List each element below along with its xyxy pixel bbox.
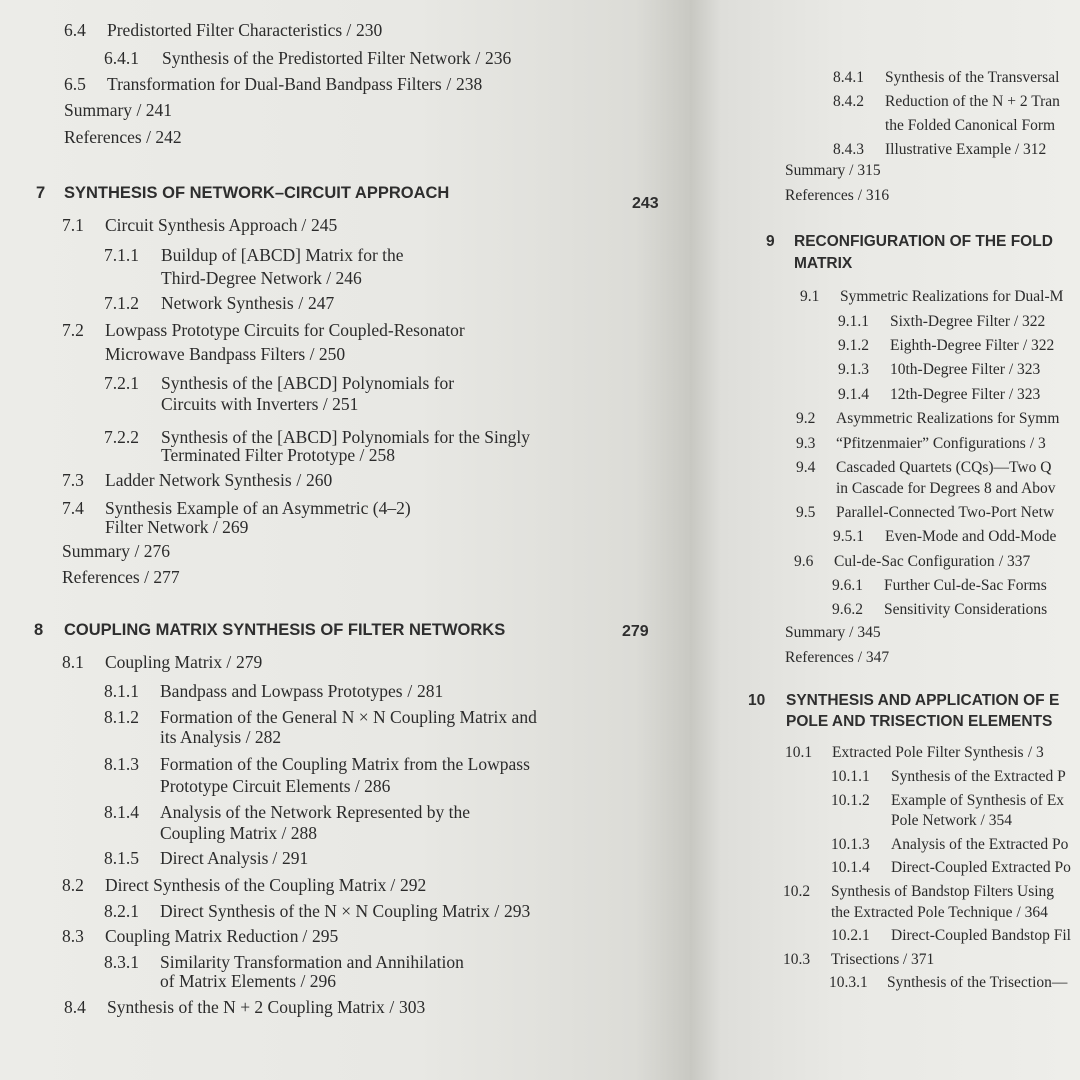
page-number: 345 — [857, 624, 881, 641]
section-title: Synthesis of the Trisection— — [887, 974, 1068, 991]
toc-entry-the-folded-canonical-form — [885, 116, 1055, 136]
page-number: 322 — [1022, 313, 1046, 330]
page-number: 323 — [1017, 386, 1041, 403]
chapter-page-number: 279 — [622, 623, 649, 640]
section-number: 7.4 — [62, 498, 84, 518]
section-title: Lowpass Prototype Circuits for Coupled-Resonator — [105, 320, 465, 340]
section-title: Circuit Synthesis Approach — [105, 215, 298, 235]
section-number: 8.4.3 — [833, 141, 864, 158]
page-number: 242 — [155, 127, 182, 147]
section-title: References — [64, 127, 142, 147]
section-number: 9.1.2 — [838, 337, 869, 354]
section-title: Synthesis of Bandstop Filters Using — [831, 883, 1055, 900]
section-title: the Extracted Pole Technique — [831, 904, 1013, 921]
page-number: 303 — [399, 997, 426, 1017]
section-number: 8.2 — [62, 875, 84, 895]
page-number: 245 — [311, 215, 338, 235]
section-number: 9.1.1 — [838, 313, 869, 330]
section-number: 6.4 — [64, 20, 86, 40]
section-title: Extracted Pole Filter Synthesis — [832, 744, 1024, 761]
section-number: 7.1.1 — [104, 245, 139, 265]
section-title: Formation of the General N × N Coupling Matrix and — [160, 707, 537, 727]
toc-entry-microwave-bandpass-filters: Microwave Bandpass Filters / 250 — [105, 344, 346, 364]
section-number: 7.2.1 — [104, 373, 139, 393]
page-number: 250 — [318, 344, 346, 364]
section-title: Even-Mode and Odd-Mode — [885, 528, 1057, 545]
section-title: Coupling Matrix Reduction — [105, 926, 299, 946]
page-number: 296 — [309, 971, 336, 991]
section-title: in Cascade for Degrees 8 and Abov — [836, 480, 1056, 497]
chapter-page-number: 243 — [632, 195, 659, 212]
section-title: Buildup of [ABCD] Matrix for the — [161, 245, 404, 265]
section-number: 9.1.4 — [838, 386, 869, 403]
toc-entry-summary: Summary / 241 — [64, 100, 172, 120]
section-number: 9.6.1 — [832, 577, 863, 594]
chapter-number: 8 — [34, 621, 44, 639]
section-title: Sensitivity Considerations — [884, 601, 1048, 618]
page-number: 354 — [988, 812, 1012, 829]
section-number: 8.1.1 — [104, 681, 139, 701]
section-title: Predistorted Filter Characteristics — [107, 20, 343, 40]
section-title: Parallel-Connected Two-Port Netw — [836, 504, 1055, 521]
section-number: 9.6.2 — [832, 601, 863, 618]
section-number: 10.1.3 — [831, 836, 870, 853]
left-page: 6.4 Predistorted Filter Characteristics / 230 6.4.1 Synthesis of the Predistorted Filter Network / 236 6.5 Transformation for Dual-Band Bandpass Filters / 238 Summary / 241 References / 242 7.1 Circuit Synthesis Approach / 245 7.1.1 Buildup of [ABCD] Matrix for the Third-Degree Network / 246 7.1.2 Network Synthesis / 247 7.2 Lowpass Prototype Circuits for Coupled-Resonator Microwave Bandpass Filters / 250 7.2.1 Synthesis of the [ABCD] Polynomials for Circuits with Inverters / 251 7.2.2 Synthesis of the [ABCD] Polynomials for the Singly Terminated Filter Prototype / 258 7.3 Ladder Network Synthesis / 260 7.4 Synthesis Example of an Asymmetric (4–2) Filter Network / 269 Summary / 276 References / 277 8.1 Coupling Matrix / 279 8.1.1 Bandpass and Lowpass Prototypes / 281 8.1.2 Formation of the General N × N Coupling Matrix and its Analysis / 282 8.1.3 Formation of the Coupling Matrix from the Lowpass Prototype Circuit Elements / 286 8.1.4 Analysis of the Network Represented by the Coupling Matrix / 288 8.1.5 Direct Analysis / 291 8.2 Direct Synthesis of the Coupling Matrix / 292 8.2.1 Direct Synthesis of the N × N Coupling Matrix / 293 8.3 Coupling Matrix Reduction / 295 8.3.1 Similarity Transformation and Annihilation of Matrix Elements / 296 8.4 Synthesis of the N + 2 Coupling Matrix / 303 7 SYNTHESIS OF NETWORK–CIRCUIT APPROACH 243 8 COUPLING MATRIX SYNTHESIS OF FILTER NETWORKS 279 — [0, 0, 690, 1080]
section-title: Formation of the Coupling Matrix from the Lowpass — [160, 754, 530, 774]
section-number: 8.1.5 — [104, 848, 139, 868]
section-title: Sixth-Degree Filter — [890, 313, 1011, 330]
section-title: 10th-Degree Filter — [890, 361, 1005, 378]
section-title: Direct Analysis — [160, 848, 269, 868]
section-title: Synthesis of the Transversal — [885, 69, 1060, 86]
section-number: 8.2.1 — [104, 901, 139, 921]
toc-entry-pole-network: Pole Network / 354 — [891, 812, 1012, 829]
section-title: Cul-de-Sac Configuration — [834, 553, 995, 570]
toc-entry-references: References / 242 — [64, 127, 182, 147]
section-title: Coupling Matrix — [160, 823, 278, 843]
section-title: References — [785, 187, 854, 204]
section-title: Direct-Coupled Bandstop Fil — [891, 927, 1071, 944]
page-number: 293 — [504, 901, 531, 921]
section-number: 9.6 — [794, 553, 814, 570]
section-title: Synthesis of the [ABCD] Polynomials for the Singly — [161, 427, 530, 447]
toc-entry-circuits-with-inverters: Circuits with Inverters / 251 — [161, 394, 359, 414]
page-number: 279 — [236, 652, 263, 672]
chapter-number: 7 — [36, 184, 46, 202]
toc-entry-its-analysis: its Analysis / 282 — [160, 727, 282, 747]
page-number: 247 — [308, 293, 335, 313]
page-number: 322 — [1031, 337, 1055, 354]
chapter-title: SYNTHESIS AND APPLICATION OF E — [786, 692, 1060, 709]
page-number: 3 — [1036, 744, 1044, 761]
section-title: Synthesis of the [ABCD] Polynomials for — [161, 373, 455, 393]
toc-entry-summary: Summary / 345 — [785, 624, 881, 641]
section-number: 9.5 — [796, 504, 816, 521]
section-number: 7.2 — [62, 320, 84, 340]
section-title: Example of Synthesis of Ex — [891, 792, 1065, 809]
section-number: 10.2.1 — [831, 927, 870, 944]
page-number: 347 — [865, 649, 890, 666]
section-title: Direct-Coupled Extracted Po — [891, 859, 1071, 876]
section-number: 8.1.4 — [104, 802, 139, 822]
page-number: 291 — [282, 848, 309, 868]
section-title: Terminated Filter Prototype — [161, 445, 356, 465]
section-number: 10.1.1 — [831, 768, 870, 785]
section-title: Analysis of the Extracted Po — [891, 836, 1069, 853]
section-number: 10.2 — [783, 883, 811, 900]
section-title: 12th-Degree Filter — [890, 386, 1005, 403]
section-title: Trisections — [831, 951, 900, 968]
section-number: 8.4.1 — [833, 69, 864, 86]
page-number: 241 — [145, 100, 172, 120]
page-number: 3 — [1038, 435, 1046, 452]
toc-entry-references: References / 277 — [62, 567, 180, 587]
page-number: 276 — [143, 541, 170, 561]
section-title: Symmetric Realizations for Dual-M — [840, 288, 1064, 305]
section-title: Pole Network — [891, 812, 977, 829]
page-number: 295 — [312, 926, 339, 946]
section-number: 10.1.2 — [831, 792, 870, 809]
section-title: Summary — [64, 100, 133, 120]
section-title: Cascaded Quartets (CQs)—Two Q — [836, 459, 1052, 476]
section-title: Prototype Circuit Elements — [160, 776, 351, 796]
page-number: 286 — [364, 776, 391, 796]
section-number: 7.1 — [62, 215, 84, 235]
toc-entry-references: References / 316 — [785, 187, 890, 204]
section-title: Summary — [785, 624, 846, 641]
page-number: 288 — [290, 823, 318, 843]
section-title: Synthesis of the Extracted P — [891, 768, 1066, 785]
toc-entry-terminated-filter-prototype: Terminated Filter Prototype / 258 — [161, 445, 396, 465]
toc-entry-third-degree-network: Third-Degree Network / 246 — [161, 268, 362, 288]
page-number: 371 — [911, 951, 935, 968]
page-number: 337 — [1007, 553, 1031, 570]
toc-entry-summary: Summary / 315 — [785, 162, 881, 179]
section-title: References — [785, 649, 854, 666]
section-title: Asymmetric Realizations for Symm — [836, 410, 1060, 427]
section-title: References — [62, 567, 140, 587]
section-number: 10.1 — [785, 744, 813, 761]
section-number: 9.1 — [800, 288, 820, 305]
section-title: Coupling Matrix — [105, 652, 223, 672]
toc-entry-filter-network: Filter Network / 269 — [105, 517, 249, 537]
section-title: Network Synthesis — [161, 293, 294, 313]
section-title: Direct Synthesis of the Coupling Matrix — [105, 875, 387, 895]
section-title: Further Cul-de-Sac Forms — [884, 577, 1047, 594]
page-number: 277 — [153, 567, 180, 587]
page-number: 238 — [456, 74, 483, 94]
page-number: 258 — [368, 445, 396, 465]
right-page: 8.4.1 Synthesis of the Transversal 8.4.2 Reduction of the N + 2 Tran the Folded Canonical Form 8.4.3 Illustrative Example / 312 Summary / 315 References / 316 9.1 Symmetric Realizations for Dual-M 9.1.1 Sixth-Degree Filter / 322 9.1.2 Eighth-Degree Filter / 322 9.1.3 10th-Degree Filter / 323 9.1.4 12th-Degree Filter / 323 9.2 Asymmetric Realizations for Symm 9.3 “Pfitzenmaier” Configurations / 3 9.4 Cascaded Quartets (CQs)—Two Q in Cascade for Degrees 8 and Abov 9.5 Parallel-Connected Two-Port Netw 9.5.1 Even-Mode and Odd-Mode 9.6 Cul-de-Sac Configuration / 337 9.6.1 Further Cul-de-Sac Forms 9.6.2 Sensitivity Considerations Summary / 345 References / 347 10.1 Extracted Pole Filter Synthesis / 3 10.1.1 Synthesis of the Extracted P 10.1.2 Example of Synthesis of Ex Pole Network / 354 10.1.3 Analysis of the Extracted Po 10.1.4 Direct-Coupled Extracted Po 10.2 Synthesis of Bandstop Filters Using the Extracted Pole Technique / 364 10.2.1 Direct-Coupled Bandstop Fil 10.3 Trisections / 371 10.3.1 Synthesis of the Trisection— 9 RECONFIGURATION OF THE FOLD MATRIX 10 SYNTHESIS AND APPLICATION OF E POLE AND TRISECTION ELEMENTS — [690, 0, 1080, 1080]
section-title: Third-Degree Network — [161, 268, 322, 288]
section-number: 10.1.4 — [831, 859, 870, 876]
section-title: Synthesis of the N + 2 Coupling Matrix — [107, 997, 385, 1017]
page-number: 260 — [306, 470, 333, 490]
section-title: Circuits with Inverters — [161, 394, 319, 414]
section-number: 6.5 — [64, 74, 86, 94]
toc-entry-references: References / 347 — [785, 649, 890, 666]
section-number: 10.3.1 — [829, 974, 868, 991]
page-number: 312 — [1023, 141, 1047, 158]
section-title: Transformation for Dual-Band Bandpass Filters — [107, 74, 442, 94]
page-number: 236 — [485, 48, 512, 68]
section-number: 9.2 — [796, 410, 816, 427]
section-number: 6.4.1 — [104, 48, 139, 68]
section-number: 8.1 — [62, 652, 84, 672]
page-number: 282 — [254, 727, 282, 747]
section-number: 10.3 — [783, 951, 811, 968]
chapter-title-continued: POLE AND TRISECTION ELEMENTS — [786, 713, 1053, 730]
page-number: 251 — [332, 394, 359, 414]
toc-entry-coupling-matrix: Coupling Matrix / 288 — [160, 823, 318, 843]
section-number: 8.3.1 — [104, 952, 139, 972]
section-number: 7.3 — [62, 470, 84, 490]
section-number: 8.4 — [64, 997, 86, 1017]
page-number: 323 — [1017, 361, 1041, 378]
section-number: 8.3 — [62, 926, 84, 946]
section-title: Summary — [785, 162, 846, 179]
section-title: its Analysis — [160, 727, 242, 747]
chapter-number: 9 — [766, 233, 775, 250]
page-number: 292 — [400, 875, 427, 895]
toc-entry-prototype-circuit-elements: Prototype Circuit Elements / 286 — [160, 776, 391, 796]
section-title: Synthesis Example of an Asymmetric (4–2) — [105, 498, 411, 518]
chapter-title: COUPLING MATRIX SYNTHESIS OF FILTER NETWORKS — [64, 621, 506, 639]
section-title: Reduction of the N + 2 Tran — [885, 93, 1060, 110]
chapter-title: RECONFIGURATION OF THE FOLD — [794, 233, 1053, 250]
section-number: 8.1.3 — [104, 754, 139, 774]
section-number: 9.3 — [796, 435, 816, 452]
page-number: 316 — [865, 187, 890, 204]
page-number: 315 — [857, 162, 881, 179]
section-title: Illustrative Example — [885, 141, 1012, 158]
section-title: Ladder Network Synthesis — [105, 470, 292, 490]
section-title: Microwave Bandpass Filters — [105, 344, 306, 364]
section-title: Synthesis of the Predistorted Filter Network — [162, 48, 471, 68]
section-title: Similarity Transformation and Annihilation — [160, 952, 464, 972]
section-number: 7.1.2 — [104, 293, 139, 313]
section-number: 9.1.3 — [838, 361, 869, 378]
section-title: of Matrix Elements — [160, 971, 297, 991]
section-title: Eighth-Degree Filter — [890, 337, 1019, 354]
section-title: Bandpass and Lowpass Prototypes — [160, 681, 403, 701]
toc-entry-the-extracted-pole-technique: the Extracted Pole Technique / 364 — [831, 904, 1048, 921]
section-number: 7.2.2 — [104, 427, 139, 447]
section-title: Summary — [62, 541, 131, 561]
toc-entry-summary: Summary / 276 — [62, 541, 170, 561]
section-title: Analysis of the Network Represented by the — [160, 802, 471, 822]
section-title: the Folded Canonical Form — [885, 117, 1056, 134]
chapter-title: SYNTHESIS OF NETWORK–CIRCUIT APPROACH — [64, 184, 450, 202]
section-title: Filter Network — [105, 517, 209, 537]
page-number: 246 — [335, 268, 362, 288]
section-number: 9.4 — [796, 459, 816, 476]
toc-entry-in-cascade-for-degrees-8-and-abov — [836, 479, 1056, 499]
page-number: 230 — [356, 20, 383, 40]
page-number: 281 — [417, 681, 444, 701]
section-number: 8.4.2 — [833, 93, 864, 110]
section-title: “Pfitzenmaier” Configurations — [836, 435, 1026, 452]
chapter-title-continued: MATRIX — [794, 255, 853, 272]
section-number: 8.1.2 — [104, 707, 139, 727]
page-number: 269 — [222, 517, 249, 537]
section-title: Direct Synthesis of the N × N Coupling Matrix — [160, 901, 490, 921]
page-number: 364 — [1024, 904, 1048, 921]
section-number: 9.5.1 — [833, 528, 864, 545]
toc-entry-of-matrix-elements: of Matrix Elements / 296 — [160, 971, 336, 991]
chapter-number: 10 — [748, 692, 766, 709]
